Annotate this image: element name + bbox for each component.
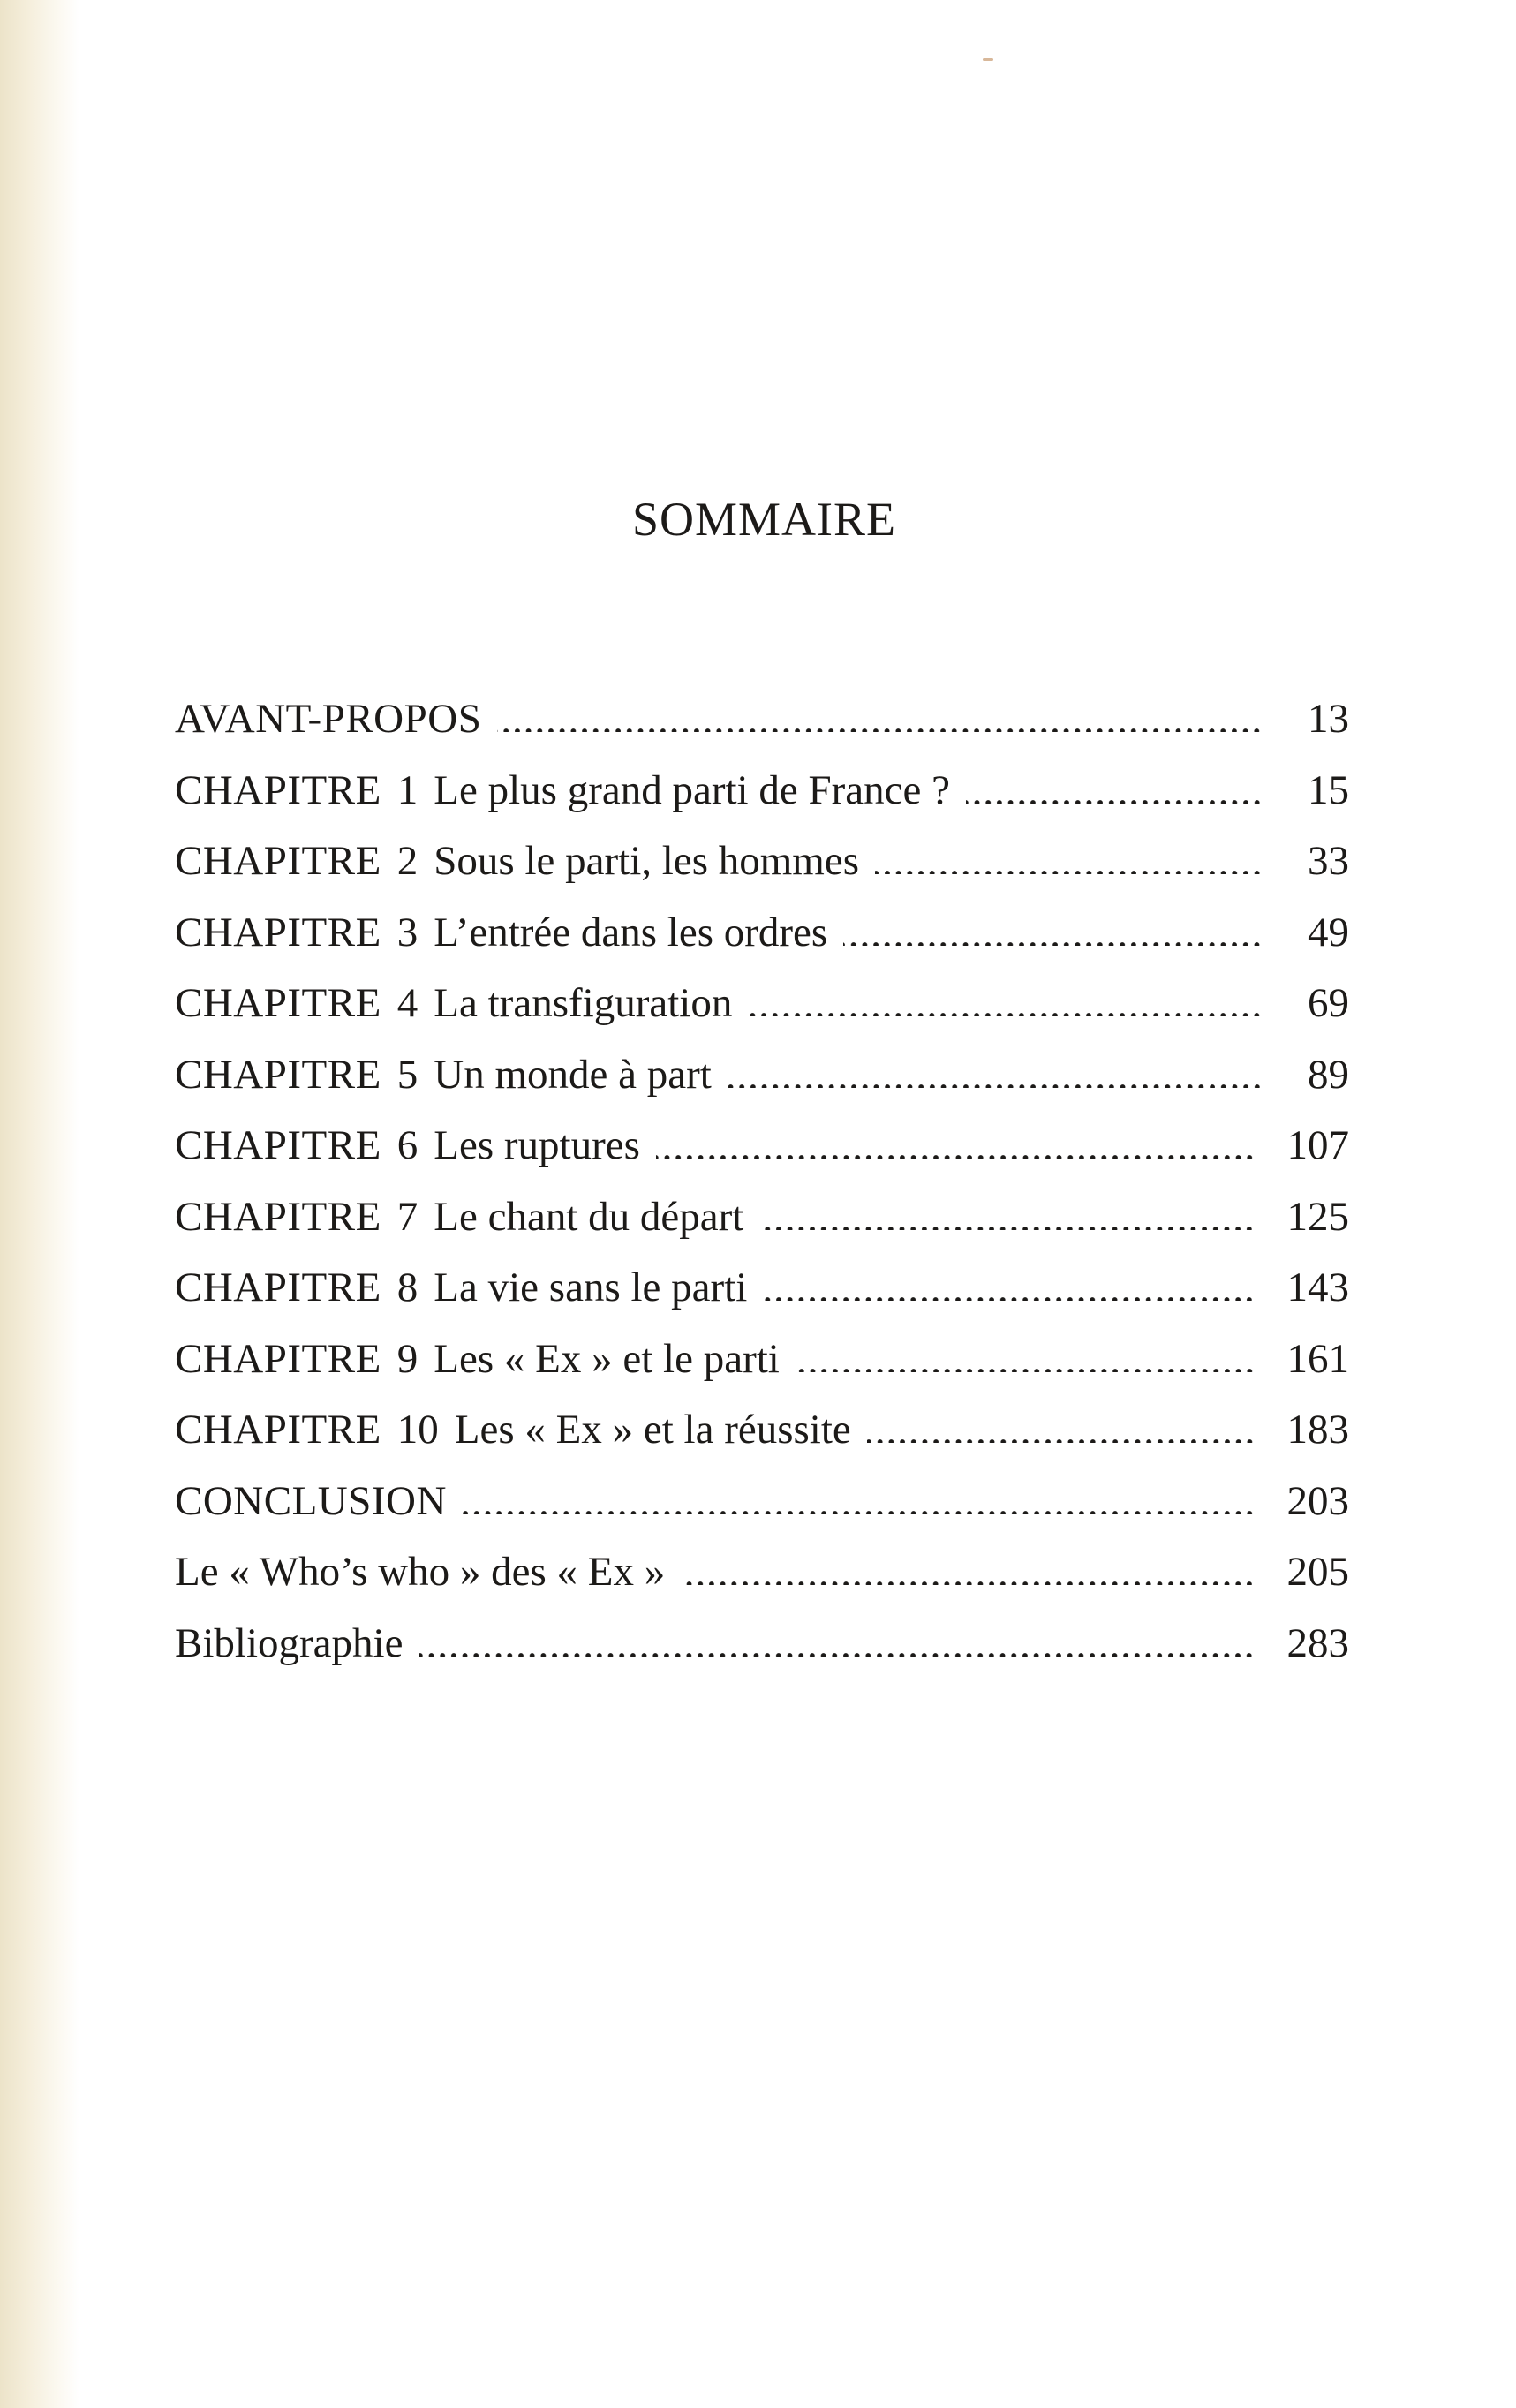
chapter-number: 5 (396, 1051, 419, 1098)
entry-label: AVANT-PROPOS (175, 696, 482, 742)
page-number: 161 (1286, 1335, 1349, 1382)
chapter-number: 7 (396, 1193, 419, 1240)
toc-entry-chapter-3[interactable] (175, 908, 1349, 979)
entry-label (175, 1405, 851, 1454)
dot-leader (656, 1141, 1256, 1159)
dot-leader (966, 786, 1263, 804)
dot-leader (759, 1212, 1255, 1230)
page-number: 107 (1286, 1122, 1349, 1168)
toc-entry-chapter-2[interactable] (175, 836, 1349, 908)
chapter-number: 10 (396, 1407, 439, 1453)
chapter-number: 2 (396, 838, 419, 884)
entry-label: CONCLUSION (175, 1477, 447, 1524)
toc-entry-chapter-4[interactable] (175, 978, 1349, 1050)
entry-label (175, 1334, 780, 1384)
toc-entry-chapter-10[interactable] (175, 1405, 1349, 1476)
chapter-title: La transfiguration (434, 980, 733, 1026)
page-title: SOMMAIRE (631, 493, 897, 546)
chapter-word: CHAPITRE (175, 1335, 381, 1382)
chapter-number: 6 (396, 1122, 419, 1168)
chapter-word: CHAPITRE (175, 1122, 381, 1168)
page-number: 49 (1308, 909, 1349, 955)
paper-speck (983, 58, 993, 61)
entry-label (175, 1121, 640, 1170)
dot-leader (419, 1639, 1255, 1657)
dot-leader (681, 1567, 1255, 1585)
chapter-word: CHAPITRE (175, 909, 381, 955)
chapter-title: La vie sans le parti (434, 1264, 748, 1310)
entry-label (175, 978, 732, 1028)
dot-leader (728, 1070, 1263, 1088)
page-number: 283 (1286, 1619, 1349, 1666)
chapter-number: 1 (396, 766, 419, 813)
chapter-title: Les « Ex » et la réussite (454, 1407, 851, 1453)
toc-entry-conclusion[interactable] (175, 1476, 1349, 1548)
entry-label (175, 1192, 743, 1242)
chapter-title: Un monde à part (434, 1051, 712, 1098)
toc-entry-whos-who[interactable] (175, 1547, 1349, 1619)
toc-entry-chapter-7[interactable] (175, 1192, 1349, 1264)
chapter-word: CHAPITRE (175, 1051, 381, 1098)
toc-entry-avant-propos[interactable] (175, 694, 1349, 766)
page-number: 203 (1286, 1477, 1349, 1524)
dot-leader (867, 1425, 1256, 1443)
page-number: 69 (1308, 980, 1349, 1026)
page-number: 205 (1286, 1549, 1349, 1595)
chapter-word: CHAPITRE (175, 980, 381, 1026)
chapter-number: 3 (396, 909, 419, 955)
toc-entry-chapter-6[interactable] (175, 1121, 1349, 1192)
entry-label: Le « Who’s who » des « Ex » (175, 1549, 666, 1595)
entry-label (175, 1050, 712, 1099)
entry-label (175, 908, 827, 957)
chapter-title: Les ruptures (434, 1122, 640, 1168)
page-number: 33 (1308, 838, 1349, 884)
entry-label: Bibliographie (175, 1619, 404, 1666)
entry-label (175, 836, 859, 886)
dot-leader (497, 714, 1263, 732)
chapter-word: CHAPITRE (175, 838, 381, 884)
chapter-number: 4 (396, 980, 419, 1026)
dot-leader (843, 928, 1263, 946)
chapter-number: 8 (396, 1264, 419, 1310)
page-number: 143 (1286, 1264, 1349, 1310)
chapter-word: CHAPITRE (175, 766, 381, 813)
toc-entry-chapter-8[interactable] (175, 1263, 1349, 1334)
dot-leader (748, 999, 1263, 1016)
dot-leader (796, 1355, 1256, 1372)
chapter-title: Le chant du départ (434, 1193, 744, 1240)
page-number: 13 (1308, 696, 1349, 742)
dot-leader (875, 857, 1263, 874)
toc-entry-chapter-5[interactable] (175, 1050, 1349, 1121)
page-number: 183 (1286, 1407, 1349, 1453)
table-of-contents (175, 694, 1349, 1689)
toc-entry-chapter-1[interactable] (175, 766, 1349, 837)
chapter-word: CHAPITRE (175, 1407, 381, 1453)
dot-leader (763, 1283, 1255, 1301)
chapter-word: CHAPITRE (175, 1264, 381, 1310)
chapter-title: Le plus grand parti de France ? (434, 766, 950, 813)
chapter-title: L’entrée dans les ordres (434, 909, 828, 955)
page-number: 15 (1308, 766, 1349, 813)
page-number: 125 (1286, 1193, 1349, 1240)
chapter-title: Les « Ex » et le parti (434, 1335, 780, 1382)
chapter-title: Sous le parti, les hommes (434, 838, 860, 884)
toc-entry-chapter-9[interactable] (175, 1334, 1349, 1406)
chapter-number: 9 (396, 1335, 419, 1382)
entry-label (175, 766, 950, 815)
page-edge-discoloration (0, 0, 79, 2408)
dot-leader (463, 1497, 1256, 1514)
chapter-word: CHAPITRE (175, 1193, 381, 1240)
page-number: 89 (1308, 1051, 1349, 1098)
toc-entry-bibliographie[interactable] (175, 1619, 1349, 1690)
entry-label (175, 1263, 747, 1312)
